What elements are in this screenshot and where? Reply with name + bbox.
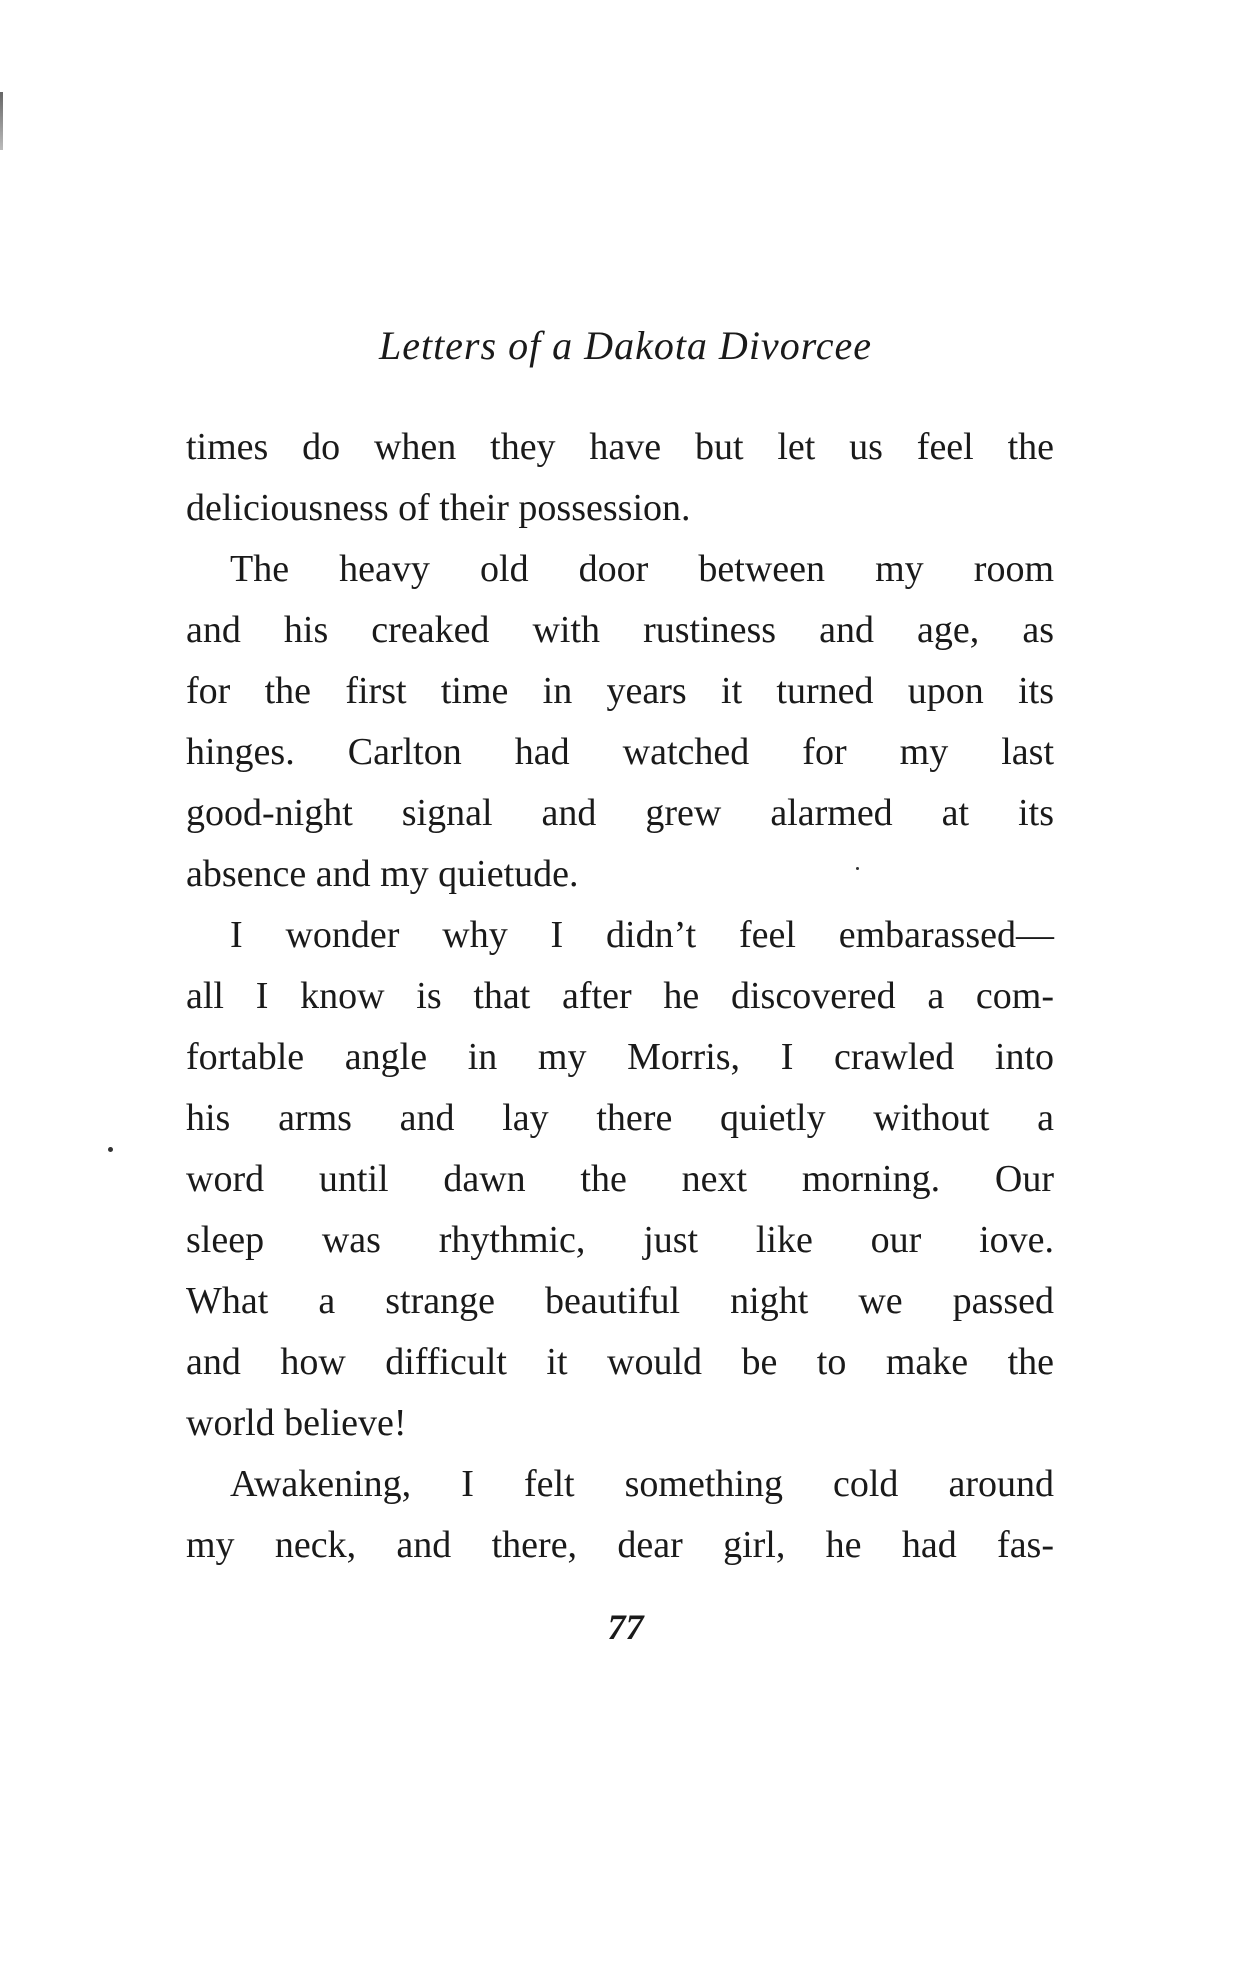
text-line: for the first time in years it turned upon its <box>186 670 1054 712</box>
body-text <box>186 417 1054 1576</box>
text-line: and how difficult it would be to make the <box>186 1341 1054 1383</box>
text-line: my neck, and there, dear girl, he had fas- <box>186 1524 1054 1566</box>
page-edge-mark <box>0 92 3 150</box>
text-line: deliciousness of their possession. <box>186 487 691 529</box>
text-line: world believe! <box>186 1402 407 1444</box>
page-number: 77 <box>607 1607 644 1647</box>
text-line: good-night signal and grew alarmed at its <box>186 792 1054 834</box>
paragraph <box>186 905 1054 1454</box>
paragraph <box>186 417 1054 539</box>
ink-speck <box>856 867 859 870</box>
text-line: all I know is that after he discovered a com- <box>186 975 1054 1017</box>
text-line: word until dawn the next morning. Our <box>186 1158 1054 1200</box>
paragraph <box>186 539 1054 905</box>
running-head: Letters of a Dakota Divorcee <box>378 323 873 368</box>
text-line: absence and my quietude. <box>186 853 579 895</box>
text-line: and his creaked with rustiness and age, as <box>186 609 1054 651</box>
text-line: I wonder why I didn’t feel embarassed— <box>230 914 1054 956</box>
text-line: his arms and lay there quietly without a <box>186 1097 1054 1139</box>
text-line: The heavy old door between my room <box>230 548 1054 590</box>
text-line: times do when they have but let us feel the <box>186 426 1054 468</box>
text-line: hinges. Carlton had watched for my last <box>186 731 1054 773</box>
paragraph <box>186 1454 1054 1576</box>
text-line: Awakening, I felt something cold around <box>230 1463 1054 1505</box>
text-line: sleep was rhythmic, just like our iove. <box>186 1219 1054 1261</box>
text-line: What a strange beautiful night we passed <box>186 1280 1054 1322</box>
text-line: fortable angle in my Morris, I crawled into <box>186 1036 1054 1078</box>
ink-speck <box>108 1147 113 1152</box>
